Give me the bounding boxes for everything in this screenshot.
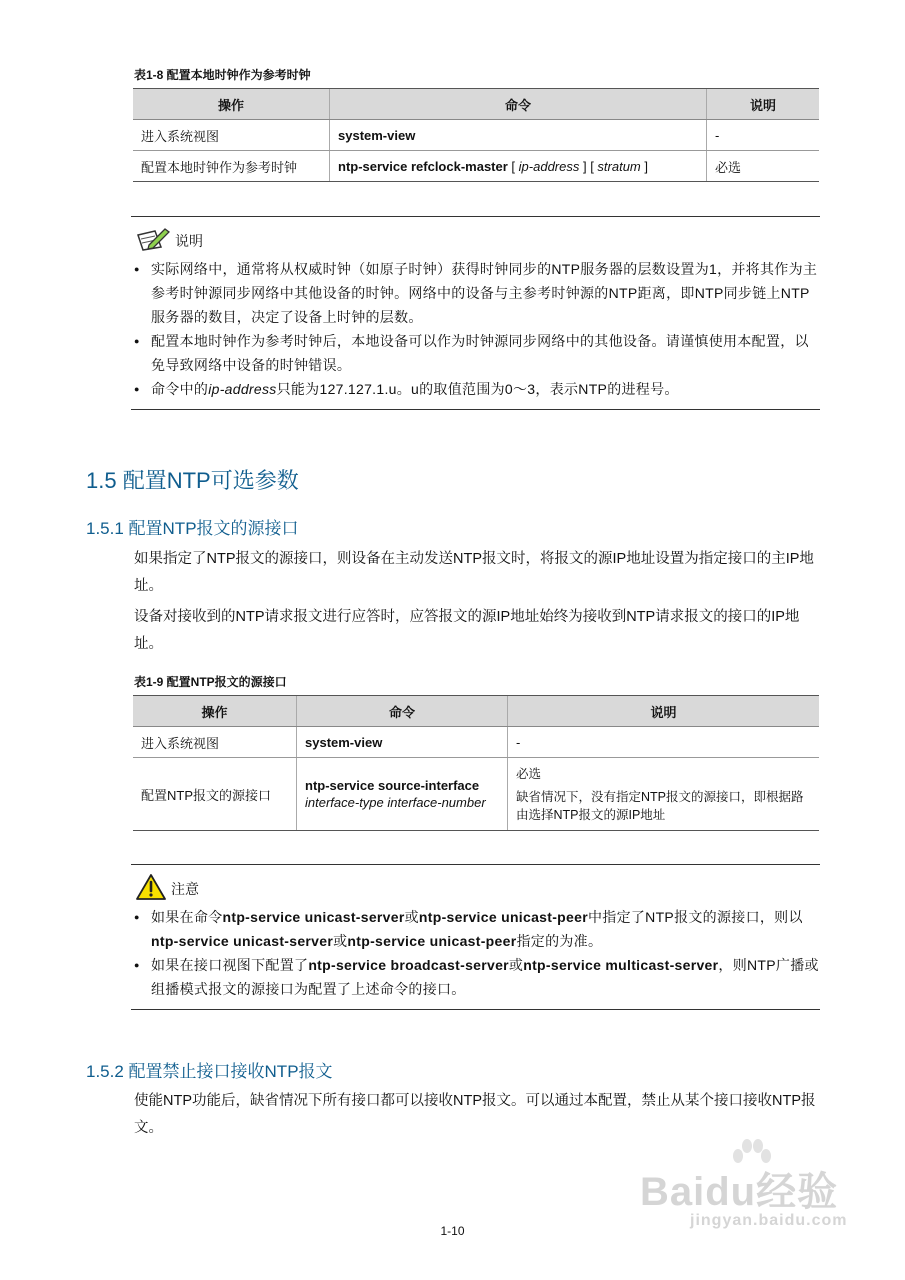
table-caption: 表1-8 配置本地时钟作为参考时钟 — [134, 68, 311, 82]
paragraph: 如果指定了NTP报文的源接口，则设备在主动发送NTP报文时，将报文的源IP地址设置为指定接口的主IP地址。 — [134, 551, 814, 594]
argument: interface-type interface-number — [305, 795, 486, 810]
text: 或 — [333, 933, 348, 949]
bracket: ] [ — [579, 158, 598, 174]
note-list — [131, 257, 820, 401]
paragraph: 设备对接收到的NTP请求报文进行应答时，应答报文的源IP地址始终为接收到NTP请求报文的接口的IP地址。 — [134, 609, 800, 652]
table-cell: 配置NTP报文的源接口 — [133, 758, 297, 831]
header-cell: 说明 — [508, 696, 820, 727]
caution-box — [131, 864, 820, 1010]
header-cell: 命令 — [297, 696, 508, 727]
table-row — [133, 151, 819, 182]
table-header-row — [133, 696, 819, 727]
note-pencil-icon — [135, 225, 171, 253]
table-1-8 — [133, 88, 819, 182]
caution-list — [131, 905, 820, 1001]
table-cell: 必选 — [707, 151, 820, 182]
table-row — [133, 120, 819, 151]
list-item: ● 配置本地时钟作为参考时钟后，本地设备可以作为时钟源同步网络中的其他设备。请谨慎使用本配置，以免导致网络中设备的时钟错误。 — [131, 329, 820, 377]
text: 如果在命令 — [151, 909, 223, 925]
subsection-title: 1.5.1 配置NTP报文的源接口 — [86, 519, 299, 538]
argument: stratum — [597, 158, 641, 174]
table-row — [133, 727, 819, 758]
command-text: ntp-service unicast-server — [222, 909, 405, 925]
paragraph: 使能NTP功能后，缺省情况下所有接口都可以接收NTP报文。可以通过本配置，禁止从某个接口接收NTP报文。 — [134, 1093, 816, 1136]
command-text: ntp-service unicast-server — [151, 933, 334, 949]
table-cell: system-view — [330, 120, 707, 151]
table-header-row — [133, 89, 819, 120]
subsection-title: 1.5.2 配置禁止接口接收NTP报文 — [86, 1062, 333, 1081]
table-1-9 — [133, 695, 819, 831]
table-cell — [330, 151, 707, 182]
command-text: ntp-service unicast-peer — [418, 909, 588, 925]
table-row — [133, 758, 819, 831]
warning-triangle-icon — [135, 873, 167, 901]
table-cell: 进入系统视图 — [133, 727, 297, 758]
desc-line: 必选 — [516, 766, 542, 781]
list-item: ● 实际网络中，通常将从权威时钟（如原子时钟）获得时钟同步的NTP服务器的层数设置为1，并将其作为主参考时钟源同步网络中其他设备的时钟。网络中的设备与主参考时钟源的NTP距离，即NTP同步链上NTP服务器的数目，决定了设备上时钟的层数。 — [131, 257, 820, 329]
caution-header — [135, 873, 820, 901]
text: ，则NTP广播或组播模式报文的源接口为配置了上述命令的接口。 — [151, 957, 819, 997]
argument: ip-address — [208, 381, 277, 397]
text: 或 — [508, 957, 524, 973]
baidu-watermark-logo: Baidu经验 — [640, 1170, 839, 1214]
table-cell: - — [508, 727, 820, 758]
header-cell: 操作 — [133, 696, 297, 727]
table-cell — [508, 758, 820, 831]
desc-line: 缺省情况下，没有指定NTP报文的源接口，即根据路由选择NTP报文的源IP地址 — [516, 789, 804, 822]
note-header — [135, 225, 820, 253]
section-title: 1.5 配置NTP可选参数 — [86, 468, 299, 493]
command-text: ntp-service refclock-master — [338, 158, 508, 174]
command-text: ntp-service source-interface — [305, 778, 480, 793]
command-text: ntp-service unicast-peer — [347, 933, 517, 949]
table-cell — [297, 758, 508, 831]
table-cell: - — [707, 120, 820, 151]
command-text: ntp-service broadcast-server — [308, 957, 509, 973]
header-cell: 命令 — [330, 89, 707, 120]
text: 或 — [404, 909, 419, 925]
table-cell: 进入系统视图 — [133, 120, 330, 151]
text: 指定的为准。 — [516, 933, 603, 949]
list-item — [131, 377, 820, 401]
table-cell: 配置本地时钟作为参考时钟 — [133, 151, 330, 182]
text: 如果在接口视图下配置了 — [151, 957, 309, 973]
caution-label: 注意 — [171, 881, 199, 897]
bracket: ] — [640, 158, 648, 174]
note-box — [131, 216, 820, 410]
text: 中指定了NTP报文的源接口，则以 — [587, 909, 803, 925]
paw-icon — [728, 1138, 774, 1178]
text: 只能为127.127.1.u。u的取值范围为0～3，表示NTP的进程号。 — [276, 381, 679, 397]
text: 命令中的 — [151, 381, 209, 397]
command-text: ntp-service multicast-server — [523, 957, 719, 973]
list-item — [131, 953, 820, 1001]
header-cell: 说明 — [707, 89, 820, 120]
bracket: [ — [507, 158, 519, 174]
page-number: 1-10 — [440, 1224, 465, 1238]
table-cell: system-view — [297, 727, 508, 758]
table-caption: 表1-9 配置NTP报文的源接口 — [134, 675, 287, 689]
baidu-watermark-url: jingyan.baidu.com — [690, 1212, 848, 1229]
header-cell: 操作 — [133, 89, 330, 120]
note-label: 说明 — [175, 233, 203, 249]
argument: ip-address — [518, 158, 580, 174]
list-item — [131, 905, 820, 953]
